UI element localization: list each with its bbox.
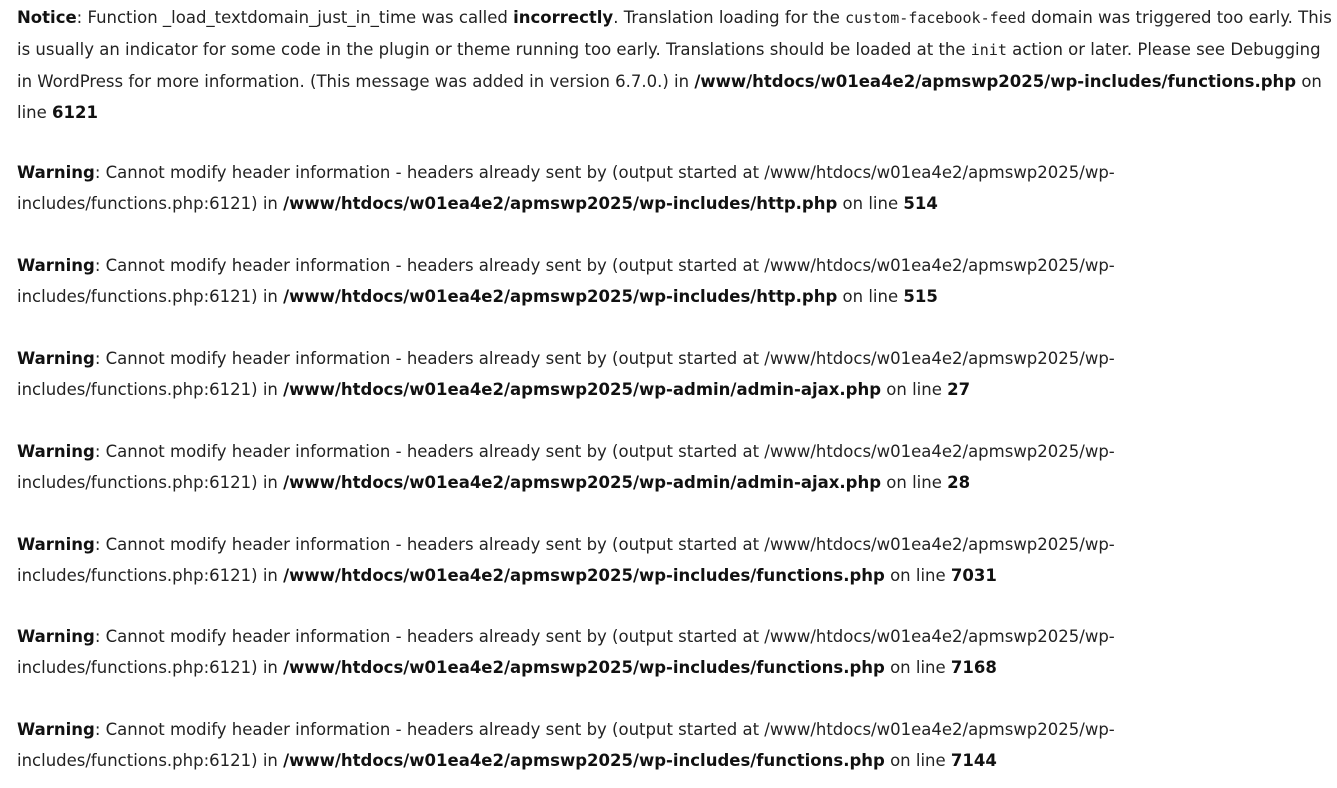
notice-separator: : xyxy=(76,8,88,27)
warning-line-number: 7031 xyxy=(950,566,997,585)
notice-message xyxy=(17,2,1337,128)
notice-emphasis: incorrectly xyxy=(513,8,614,27)
warning-on-line: on line xyxy=(881,380,948,399)
warning-file: /www/htdocs/w01ea4e2/apmswp2025/wp-includes/functions.php xyxy=(283,751,885,770)
notice-text-e: for more information. (This message was added in version 6.7.0.) in xyxy=(123,72,695,91)
warning-line-number: 28 xyxy=(947,473,971,492)
warning-on-line: on line xyxy=(837,287,904,306)
warning-file: /www/htdocs/w01ea4e2/apmswp2025/wp-admin/admin-ajax.php xyxy=(283,473,882,492)
warning-label: Warning xyxy=(17,349,95,368)
warning-text: Cannot modify header information - headers already sent by (output started at /www/htdocs/w01ea4e2/apmswp2025/wp-includes/functions.php:6121) in xyxy=(17,349,1115,399)
warning-on-line: on line xyxy=(884,751,951,770)
warning-separator: : xyxy=(94,535,106,554)
warning-on-line: on line xyxy=(884,658,951,677)
warning-text: Cannot modify header information - headers already sent by (output started at /www/htdocs/w01ea4e2/apmswp2025/wp-includes/functions.php:6121) in xyxy=(17,720,1115,770)
warning-file: /www/htdocs/w01ea4e2/apmswp2025/wp-includes/http.php xyxy=(283,194,838,213)
warning-separator: : xyxy=(94,256,106,275)
warning-line-number: 514 xyxy=(903,194,938,213)
warning-message xyxy=(17,529,1192,591)
debugging-link[interactable]: Debugging in WordPress xyxy=(17,40,1321,91)
warning-line-number: 515 xyxy=(903,287,938,306)
notice-text-d: action or later. Please see xyxy=(1006,40,1231,59)
warning-on-line: on line xyxy=(884,566,951,585)
warning-on-line: on line xyxy=(837,194,904,213)
warning-message xyxy=(17,343,1192,405)
warning-label: Warning xyxy=(17,163,95,182)
notice-file: /www/htdocs/w01ea4e2/apmswp2025/wp-includes/functions.php xyxy=(694,72,1297,91)
notice-on-line: on line xyxy=(17,72,1322,122)
warning-text: Cannot modify header information - headers already sent by (output started at /www/htdocs/w01ea4e2/apmswp2025/wp-includes/functions.php:6121) in xyxy=(17,535,1115,585)
warning-separator: : xyxy=(94,442,106,461)
warning-text: Cannot modify header information - headers already sent by (output started at /www/htdocs/w01ea4e2/apmswp2025/wp-includes/functions.php:6121) in xyxy=(17,256,1115,306)
notice-text-b: . Translation loading for the xyxy=(613,8,846,27)
warning-message xyxy=(17,714,1192,776)
warning-label: Warning xyxy=(17,256,95,275)
warning-file: /www/htdocs/w01ea4e2/apmswp2025/wp-includes/functions.php xyxy=(283,566,885,585)
warning-message xyxy=(17,436,1192,498)
warning-text: Cannot modify header information - headers already sent by (output started at /www/htdocs/w01ea4e2/apmswp2025/wp-includes/functions.php:6121) in xyxy=(17,163,1115,213)
notice-text-c: domain was triggered too early. This is usually an indicator for some code in the plugin or theme running too early. Translations should be loaded at the xyxy=(17,8,1332,59)
warning-file: /www/htdocs/w01ea4e2/apmswp2025/wp-includes/http.php xyxy=(283,287,838,306)
notice-text-a: Function _load_textdomain_just_in_time was called xyxy=(87,8,514,27)
warning-label: Warning xyxy=(17,627,95,646)
warning-label: Warning xyxy=(17,442,95,461)
warning-line-number: 7144 xyxy=(950,751,997,770)
warning-file: /www/htdocs/w01ea4e2/apmswp2025/wp-includes/functions.php xyxy=(283,658,885,677)
warning-on-line: on line xyxy=(881,473,948,492)
warning-label: Warning xyxy=(17,535,95,554)
warning-separator: : xyxy=(94,163,106,182)
notice-domain-code: custom-facebook-feed xyxy=(845,9,1026,27)
warning-message xyxy=(17,621,1192,683)
warning-text: Cannot modify header information - headers already sent by (output started at /www/htdocs/w01ea4e2/apmswp2025/wp-includes/functions.php:6121) in xyxy=(17,627,1115,677)
warning-line-number: 27 xyxy=(947,380,971,399)
warning-line-number: 7168 xyxy=(950,658,997,677)
warning-text: Cannot modify header information - headers already sent by (output started at /www/htdocs/w01ea4e2/apmswp2025/wp-includes/functions.php:6121) in xyxy=(17,442,1115,492)
notice-init-code: init xyxy=(970,41,1007,59)
warning-separator: : xyxy=(94,720,106,739)
warning-file: /www/htdocs/w01ea4e2/apmswp2025/wp-admin/admin-ajax.php xyxy=(283,380,882,399)
warning-label: Warning xyxy=(17,720,95,739)
notice-label: Notice xyxy=(17,8,77,27)
warning-message xyxy=(17,250,1192,312)
warning-separator: : xyxy=(94,627,106,646)
notice-line-number: 6121 xyxy=(52,103,98,122)
warning-separator: : xyxy=(94,349,106,368)
warning-message xyxy=(17,157,1192,219)
